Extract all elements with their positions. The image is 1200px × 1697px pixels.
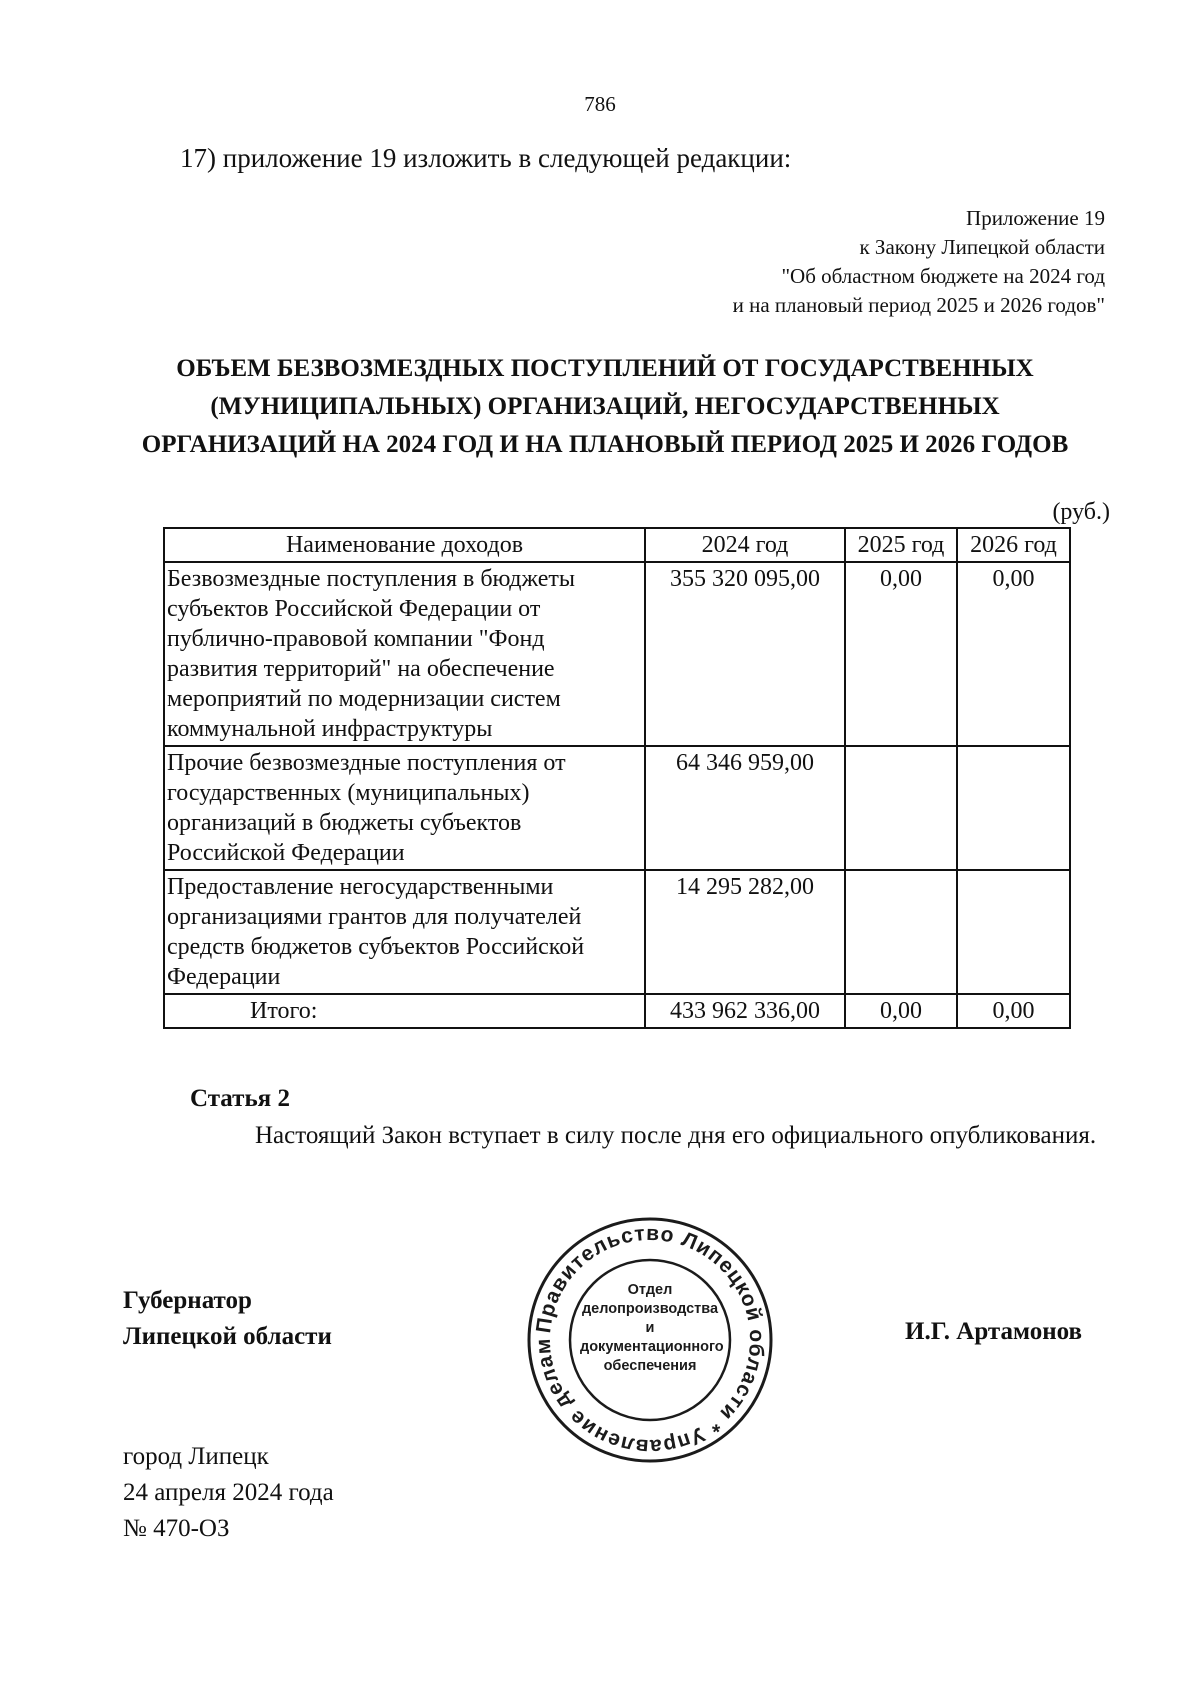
title-line: ОБЪЕМ БЕЗВОЗМЕЗДНЫХ ПОСТУПЛЕНИЙ ОТ ГОСУДАРСТВЕННЫХ [176,355,1034,382]
governor-line: Губернатор [123,1287,252,1314]
official-seal [525,1215,775,1465]
value-2025-cell: 0,00 [845,562,957,746]
value-2026-cell [957,870,1070,994]
appendix-line: "Об областном бюджете на 2024 год [781,264,1105,288]
income-name-cell: Безвозмездные поступления в бюджеты субъектов Российской Федерации от публично-правовой компании "Фонд развития территорий" на обеспечение мероприятий по модернизации систем коммунальной инфраструктуры [164,562,645,746]
header-income-name: Наименование доходов [164,528,645,562]
signer-name: И.Г. Артамонов [905,1318,1082,1345]
header-2026: 2026 год [957,528,1070,562]
seal-outer-text: Правительство Липецкой области * Управление делам [531,1221,769,1459]
value-2026-cell [957,746,1070,870]
title-line: ОРГАНИЗАЦИЙ НА 2024 ГОД И НА ПЛАНОВЫЙ ПЕРИОД 2025 И 2026 ГОДОВ [141,431,1069,458]
seal-inner-text: Отдел делопроизводства и документационного обеспечения [580,1282,724,1374]
header-2025: 2025 год [845,528,957,562]
table-row [164,870,1070,994]
article-heading: Статья 2 [190,1085,290,1112]
governor-title [123,1283,332,1355]
unit-label: (руб.) [1052,499,1110,525]
total-2025-cell: 0,00 [845,994,957,1028]
document-title [100,350,1110,464]
value-2024-cell: 14 295 282,00 [645,870,845,994]
appendix-line: к Закону Липецкой области [859,235,1105,259]
law-date: 24 апреля 2024 года [123,1479,334,1506]
governor-line: Липецкой области [123,1323,332,1350]
amendment-line: 17) приложение 19 изложить в следующей редакции: [180,143,792,173]
law-number: № 470-ОЗ [123,1515,230,1542]
value-2025-cell [845,870,957,994]
total-2026-cell: 0,00 [957,994,1070,1028]
place-date-block [123,1439,334,1547]
value-2025-cell [845,746,957,870]
appendix-line: и на плановый период 2025 и 2026 годов" [732,293,1105,317]
page-number: 786 [584,92,616,116]
title-line: (МУНИЦИПАЛЬНЫХ) ОРГАНИЗАЦИЙ, НЕГОСУДАРСТВЕННЫХ [210,393,1000,420]
table-row [164,562,1070,746]
appendix-line: Приложение 19 [966,206,1105,230]
header-2024: 2024 год [645,528,845,562]
total-2024-cell: 433 962 336,00 [645,994,845,1028]
value-2026-cell: 0,00 [957,562,1070,746]
income-name-cell: Предоставление негосударственными организациями грантов для получателей средств бюджетов субъектов Российской Федерации [164,870,645,994]
value-2024-cell: 64 346 959,00 [645,746,845,870]
article-text: Настоящий Закон вступает в силу после дня его официального опубликования. [255,1122,1097,1149]
table-total-row [164,994,1070,1028]
appendix-header [733,204,1105,320]
city: город Липецк [123,1443,269,1470]
table-header-row [164,528,1070,562]
table-row [164,746,1070,870]
income-table [163,527,1071,1029]
total-label-cell: Итого: [164,994,645,1028]
income-name-cell: Прочие безвозмездные поступления от государственных (муниципальных) организаций в бюджеты субъектов Российской Федерации [164,746,645,870]
value-2024-cell: 355 320 095,00 [645,562,845,746]
